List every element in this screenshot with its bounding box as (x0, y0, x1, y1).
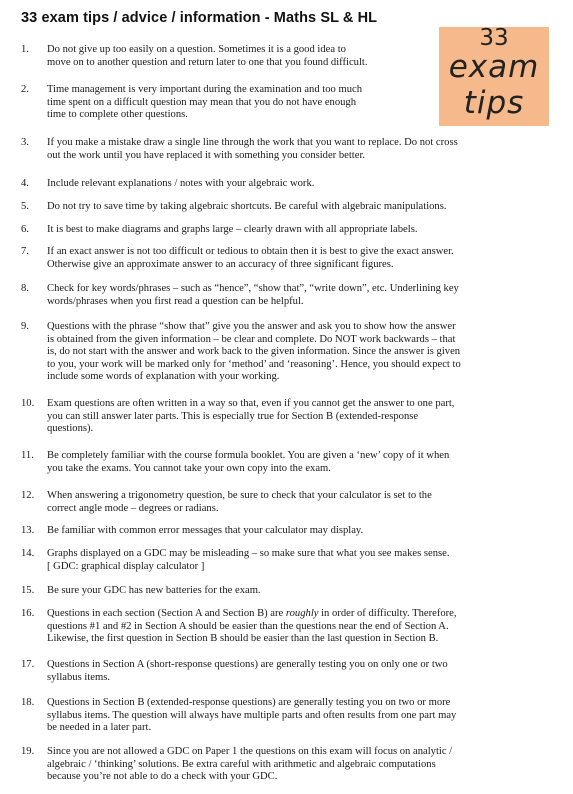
tip-text (47, 283, 459, 308)
tip-line: Since you are not allowed a GDC on Paper 1 the questions on this exam will focus on analytic / (47, 746, 453, 757)
exam-tips-badge (439, 27, 549, 126)
tip-line: Questions in Section A (short-response questions) are generally testing you on only one or two (47, 659, 448, 670)
tip-line: Do not try to save time by taking algebraic shortcuts. Be careful with algebraic manipulations. (47, 201, 447, 212)
tip-number: 6. (21, 224, 29, 235)
tip-line: When answering a trigonometry question, be sure to check that your calculator is set to the (47, 490, 432, 501)
tip-number: 15. (21, 585, 35, 596)
tip-line: Likewise, the first question in Section B should be easier than the last question in Section B. (47, 633, 439, 645)
tip-line: time spent on a difficult question may mean that you do not have enough (47, 96, 357, 108)
tip-number: 4. (21, 178, 29, 189)
tip-line: words/phrases when you first read a question can be helpful. (47, 295, 304, 307)
tip-line: Include relevant explanations / notes with your algebraic work. (47, 178, 315, 189)
tip-line: is obtained from the given information – be clear and complete. Do NOT work backwards – that (47, 333, 456, 345)
tip-line: Questions in each section (Section A and Section B) are roughly in order of difficulty. Therefore, (47, 608, 457, 619)
tip-line: be needed in a later part. (47, 722, 152, 734)
tip-number: 11. (21, 450, 34, 461)
tip-line: Questions in Section B (extended-response questions) are generally testing you on two or more (47, 697, 451, 708)
tip-number: 7. (21, 246, 29, 257)
tip-line: Exam questions are often written in a way so that, even if you cannot get the answer to one part, (47, 398, 455, 409)
tip-line: Questions with the phrase “show that” give you the answer and ask you to show how the answer (47, 321, 456, 332)
tip-text (47, 178, 314, 191)
tip-text (47, 84, 362, 122)
tip-text (47, 548, 449, 573)
tip-number: 9. (21, 321, 29, 332)
badge-line-1: 33 (479, 25, 509, 51)
tip-text (47, 525, 363, 538)
tip-line: It is best to make diagrams and graphs large – clearly drawn with all appropriate labels. (47, 224, 418, 235)
tip-line: correct angle mode – degrees or radians. (47, 502, 219, 514)
tip-number: 2. (21, 84, 29, 95)
tip-line: time to complete other questions. (47, 109, 188, 121)
tip-text (47, 585, 261, 598)
tip-number: 14. (21, 548, 35, 559)
tip-number: 3. (21, 137, 29, 148)
tip-line: Time management is very important during the examination and too much (47, 84, 363, 95)
tip-line: to you, your work will be marked only for ‘method’ and ‘reasoning’. Hence, you should expect to (47, 358, 461, 370)
tip-number: 19. (21, 746, 35, 757)
tip-number: 18. (21, 697, 35, 708)
tip-line: Be sure your GDC has new batteries for the exam. (47, 585, 261, 596)
tip-number: 10. (21, 398, 35, 409)
tip-text (47, 201, 447, 214)
tip-text (47, 608, 457, 646)
tip-line: you take the exams. You cannot take your own copy into the exam. (47, 462, 331, 474)
tip-line: Be completely familiar with the course formula booklet. You are given a ‘new’ copy of it when (47, 450, 450, 461)
tip-line: Do not give up too easily on a question. Sometimes it is a good idea to (47, 44, 346, 55)
tip-line: move on to another question and return later to one that you found difficult. (47, 56, 368, 68)
tip-number: 13. (21, 525, 35, 536)
tip-line: you can still answer later parts. This is especially true for Section B (extended-response (47, 410, 419, 422)
tip-text (47, 246, 454, 271)
tip-text (47, 321, 461, 384)
tip-line: If you make a mistake draw a single line through the work that you want to replace. Do not cross (47, 137, 458, 148)
tip-text (47, 746, 452, 784)
tip-number: 5. (21, 201, 29, 212)
page-title: 33 exam tips / advice / information - Maths SL & HL (21, 10, 378, 26)
tip-line: Check for key words/phrases – such as “hence”, “show that”, “write down”, etc. Underlining key (47, 283, 459, 294)
tip-line: is, do not start with the answer and work back to the given information. Since the answer is given (47, 346, 461, 358)
tip-text (47, 659, 448, 684)
tip-text (47, 450, 449, 475)
tip-line: Be familiar with common error messages that your calculator may display. (47, 525, 364, 536)
tip-number: 16. (21, 608, 35, 619)
tip-text (47, 224, 417, 237)
tip-number: 12. (21, 490, 35, 501)
tip-line: algebraic / ‘thinking’ solutions. Be extra careful with arithmetic and algebraic computations (47, 758, 436, 770)
badge-line-2: exam (448, 49, 540, 85)
tip-line: include some words of explanation with your working. (47, 371, 280, 383)
tip-text (47, 398, 454, 436)
tip-line: Otherwise give an approximate answer to an accuracy of three significant figures. (47, 258, 394, 270)
tip-line: out the work until you have replaced it with something you consider better. (47, 149, 366, 161)
tip-text (47, 697, 456, 735)
tip-line: [ GDC: graphical display calculator ] (47, 560, 205, 572)
tip-line: because you’re not able to do a check with your GDC. (47, 771, 278, 783)
tip-number: 8. (21, 283, 29, 294)
tip-text (47, 490, 432, 515)
tip-number: 1. (21, 44, 29, 55)
tip-line: If an exact answer is not too difficult or tedious to obtain then it is best to give the exact answer. (47, 246, 454, 257)
tip-line: questions). (47, 423, 94, 435)
tip-text (47, 44, 367, 69)
tip-line: syllabus items. (47, 671, 110, 683)
tip-line: Graphs displayed on a GDC may be misleading – so make sure that what you see makes sense. (47, 548, 450, 559)
tip-line: questions #1 and #2 in Section A should be easier than the questions near the end of Section A. (47, 620, 449, 632)
tip-text (47, 137, 458, 162)
tip-line: syllabus items. The question will always have multiple parts and often results from one part may (47, 709, 457, 721)
badge-line-3: tips (463, 85, 525, 121)
tip-number: 17. (21, 659, 35, 670)
